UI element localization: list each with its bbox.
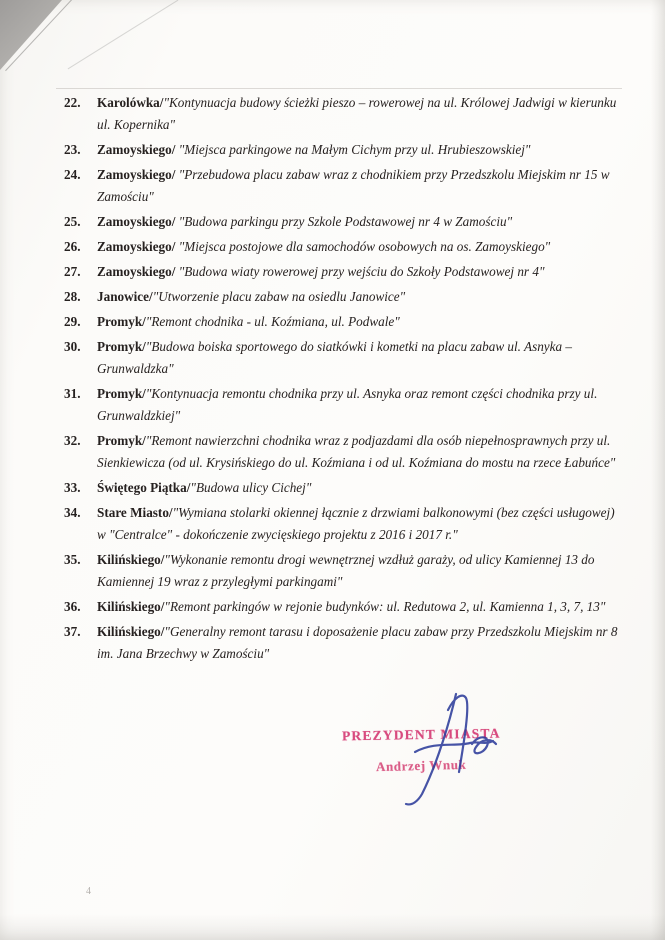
item-content	[97, 139, 621, 161]
item-content	[97, 211, 621, 233]
district-name: Świętego Piątka/	[97, 480, 191, 495]
corner-crease-line-2	[68, 0, 179, 69]
scan-edge-shadow-right	[651, 0, 665, 940]
list-item	[64, 596, 621, 618]
list-item	[64, 164, 621, 208]
item-number: 26.	[64, 239, 81, 254]
list-item	[64, 430, 621, 474]
scan-edge-shadow-bottom	[0, 914, 665, 940]
item-content	[97, 477, 621, 499]
item-number: 30.	[64, 339, 81, 354]
signature-block	[320, 680, 540, 830]
signature-scribble	[360, 680, 530, 815]
item-content	[97, 430, 621, 474]
item-number: 34.	[64, 505, 81, 520]
project-description: "Budowa ulicy Cichej"	[190, 480, 312, 495]
list-item	[64, 139, 621, 161]
project-description: "Wykonanie remontu drogi wewnętrznej wzdłuż garaży, od ulicy Kamiennej 13 do Kamiennej 19 wraz z przyległymi parkingami"	[97, 552, 595, 589]
district-name: Promyk/	[97, 314, 146, 329]
project-description: "Remont nawierzchni chodnika wraz z podjazdami dla osób niepełnosprawnych przy ul. Sienkiewicza (od ul. Krysińskiego do ul. Koźmiana i od ul. Koźmiana do mostu na rzece Łabuńce"	[97, 433, 616, 470]
project-description: "Miejsca postojowe dla samochodów osobowych na os. Zamoyskiego"	[175, 239, 551, 254]
project-description: "Przebudowa placu zabaw wraz z chodnikiem przy Przedszkolu Miejskim nr 15 w Zamościu"	[97, 167, 610, 204]
item-content	[97, 383, 621, 427]
district-name: Kilińskiego/	[97, 552, 165, 567]
item-number: 37.	[64, 624, 81, 639]
district-name: Kilińskiego/	[97, 599, 165, 614]
district-name: Promyk/	[97, 433, 146, 448]
item-content	[97, 311, 621, 333]
item-number: 32.	[64, 433, 81, 448]
item-content	[97, 92, 621, 136]
item-number: 29.	[64, 314, 81, 329]
item-number: 27.	[64, 264, 81, 279]
item-number: 25.	[64, 214, 81, 229]
project-description: "Miejsca parkingowe na Małym Cichym przy ul. Hrubieszowskiej"	[175, 142, 531, 157]
district-name: Janowice/	[97, 289, 153, 304]
item-content	[97, 286, 621, 308]
item-number: 31.	[64, 386, 81, 401]
item-number: 24.	[64, 167, 81, 182]
item-number: 28.	[64, 289, 81, 304]
district-name: Zamoyskiego/	[97, 214, 176, 229]
list-item	[64, 336, 621, 380]
project-description: "Kontynuacja remontu chodnika przy ul. Asnyka oraz remont części chodnika przy ul. Grunwaldzkiej"	[97, 386, 598, 423]
item-content	[97, 621, 621, 665]
item-number: 35.	[64, 552, 81, 567]
list-item	[64, 383, 621, 427]
project-description: "Remont chodnika - ul. Koźmiana, ul. Podwale"	[145, 314, 400, 329]
district-name: Kilińskiego/	[97, 624, 165, 639]
project-description: "Kontynuacja budowy ścieżki pieszo – rowerowej na ul. Królowej Jadwigi w kierunku ul. Kopernika"	[97, 95, 617, 132]
district-name: Stare Miasto/	[97, 505, 173, 520]
district-name: Zamoyskiego/	[97, 264, 176, 279]
district-name: Zamoyskiego/	[97, 239, 176, 254]
item-content	[97, 549, 621, 593]
item-content	[97, 261, 621, 283]
district-name: Karolówka/	[97, 95, 164, 110]
project-description: "Budowa wiaty rowerowej przy wejściu do Szkoły Podstawowej nr 4"	[175, 264, 545, 279]
list-item	[64, 92, 621, 136]
project-description: "Budowa boiska sportowego do siatkówki i kometki na placu zabaw ul. Asnyka – Grunwaldzka"	[97, 339, 573, 376]
list-item	[64, 236, 621, 258]
project-list	[64, 92, 621, 668]
list-item	[64, 502, 621, 546]
district-name: Promyk/	[97, 339, 146, 354]
project-description: "Remont parkingów w rejonie budynków: ul. Redutowa 2, ul. Kamienna 1, 3, 7, 13"	[164, 599, 606, 614]
list-item	[64, 311, 621, 333]
item-content	[97, 502, 621, 546]
list-item	[64, 286, 621, 308]
stamp-name: Andrzej Wnuk	[375, 756, 467, 775]
list-item	[64, 477, 621, 499]
item-number: 33.	[64, 480, 81, 495]
project-description: "Utworzenie placu zabaw na osiedlu Janowice"	[152, 289, 406, 304]
project-description: "Generalny remont tarasu i doposażenie placu zabaw przy Przedszkolu Miejskim nr 8 im. Jana Brzechwy w Zamościu"	[97, 624, 618, 661]
list-item	[64, 261, 621, 283]
district-name: Promyk/	[97, 386, 146, 401]
item-content	[97, 596, 621, 618]
item-content	[97, 336, 621, 380]
item-number: 23.	[64, 142, 81, 157]
list-item	[64, 211, 621, 233]
item-number: 22.	[64, 95, 81, 110]
item-content	[97, 164, 621, 208]
list-item	[64, 621, 621, 665]
project-description: "Budowa parkingu przy Szkole Podstawowej nr 4 w Zamościu"	[175, 214, 513, 229]
item-content	[97, 236, 621, 258]
scan-divider-line	[56, 88, 622, 89]
project-description: "Wymiana stolarki okiennej łącznie z drzwiami balkonowymi (bez części usługowej) w "Centralce" - dokończenie zwycięskiego projektu z 2016 i 2017 r."	[97, 505, 615, 542]
list-item	[64, 549, 621, 593]
scan-artifact-mark: 4	[86, 886, 91, 897]
stamp-title: PREZYDENT MIASTA	[341, 725, 501, 744]
district-name: Zamoyskiego/	[97, 142, 176, 157]
item-number: 36.	[64, 599, 81, 614]
district-name: Zamoyskiego/	[97, 167, 176, 182]
